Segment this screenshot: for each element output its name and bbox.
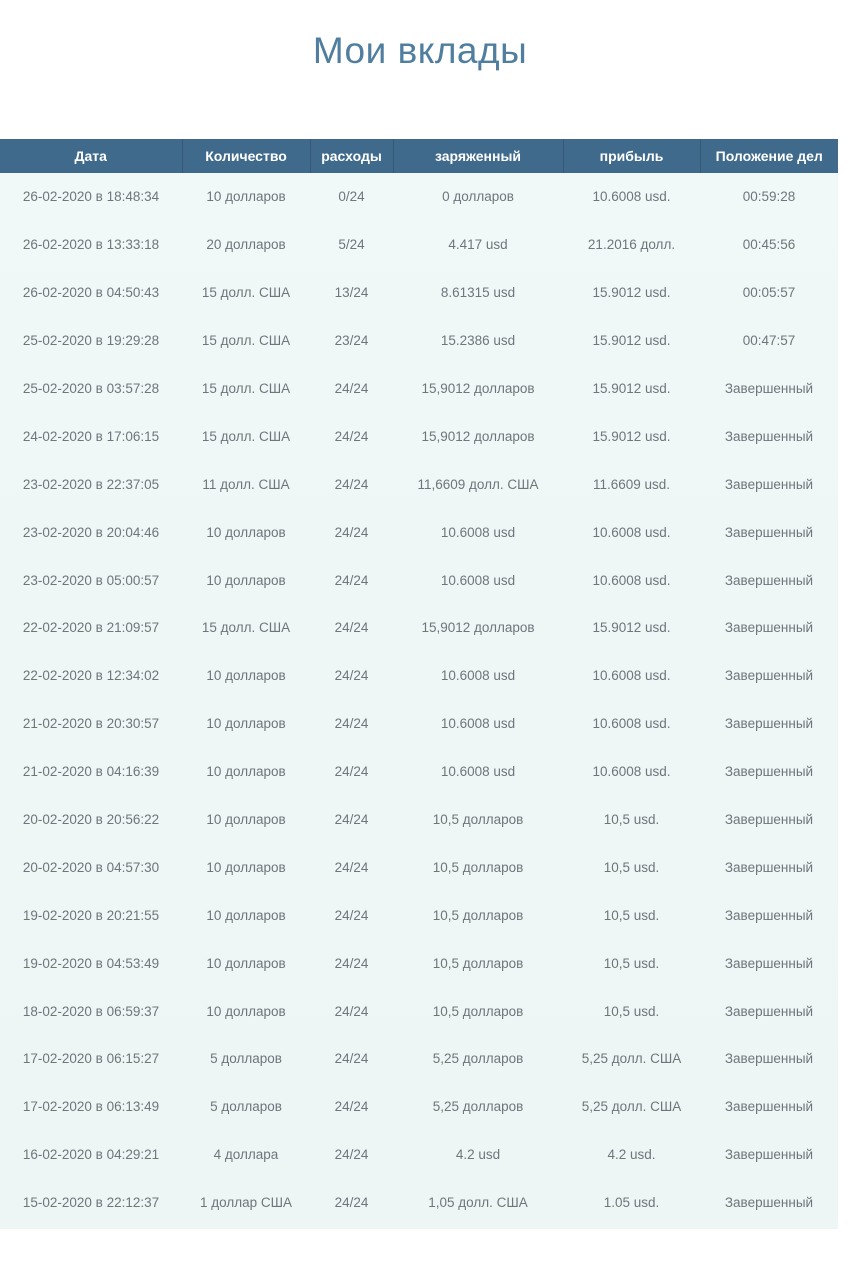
cell-charged: 10.6008 usd <box>440 572 516 588</box>
table-row <box>0 1035 838 1083</box>
cell-charged: 0 долларов <box>442 189 514 205</box>
cell-expenses: 24/24 <box>334 1051 369 1067</box>
table-row <box>0 652 838 700</box>
cell-expenses: 24/24 <box>334 428 369 444</box>
cell-charged: 10,5 долларов <box>432 812 524 828</box>
cell-profit: 15.9012 usd. <box>592 333 671 349</box>
cell-amount: 10 долларов <box>206 524 286 540</box>
table-row <box>0 317 838 365</box>
cell-expenses: 24/24 <box>334 524 369 540</box>
table-row <box>0 221 838 269</box>
cell-amount: 10 долларов <box>206 764 286 780</box>
cell-charged: 15,9012 долларов <box>421 620 535 636</box>
cell-profit: 10.6008 usd. <box>592 716 671 732</box>
cell-expenses: 23/24 <box>334 333 369 349</box>
cell-charged: 10.6008 usd <box>440 668 516 684</box>
cell-amount: 15 долл. США <box>201 285 291 301</box>
column-header-charged: заряженный <box>393 139 563 173</box>
cell-date: 23-02-2020 в 05:00:57 <box>22 572 160 588</box>
cell-date: 22-02-2020 в 21:09:57 <box>22 620 160 636</box>
cell-expenses: 24/24 <box>334 620 369 636</box>
cell-status: Завершенный <box>724 859 814 875</box>
cell-profit: 10,5 usd. <box>603 1003 660 1019</box>
cell-amount: 5 долларов <box>210 1099 282 1115</box>
cell-status: Завершенный <box>724 381 814 396</box>
cell-profit: 10.6008 usd. <box>592 189 671 205</box>
cell-amount: 10 долларов <box>206 955 286 971</box>
cell-status: Завершенный <box>724 716 814 732</box>
table-row <box>0 891 838 939</box>
table-row <box>0 987 838 1035</box>
cell-charged: 15,9012 долларов <box>421 428 535 444</box>
cell-charged: 10,5 долларов <box>432 955 524 971</box>
cell-status: Завершенный <box>724 476 814 492</box>
cell-profit: 10.6008 usd. <box>592 572 671 588</box>
cell-date: 26-02-2020 в 13:33:18 <box>22 237 160 253</box>
cell-expenses: 24/24 <box>334 668 369 684</box>
cell-profit: 10.6008 usd. <box>592 668 671 684</box>
cell-amount: 4 доллара <box>213 1147 279 1163</box>
cell-status: Завершенный <box>724 1099 814 1115</box>
table-row <box>0 1083 838 1131</box>
cell-date: 25-02-2020 в 19:29:28 <box>22 333 160 349</box>
table-row <box>0 939 838 987</box>
cell-status: Завершенный <box>724 524 814 540</box>
cell-profit: 4.2 usd. <box>607 1147 656 1163</box>
cell-status: Завершенный <box>724 1147 814 1163</box>
cell-date: 16-02-2020 в 04:29:21 <box>22 1147 160 1163</box>
cell-charged: 10,5 долларов <box>432 907 524 923</box>
cell-date: 23-02-2020 в 22:37:05 <box>22 476 160 492</box>
cell-charged: 10,5 долларов <box>432 859 524 875</box>
cell-status: Завершенный <box>724 1003 814 1019</box>
cell-amount: 5 долларов <box>210 1051 282 1067</box>
cell-expenses: 24/24 <box>334 764 369 780</box>
table-row <box>0 700 838 748</box>
column-header-amount: Количество <box>182 139 310 173</box>
cell-charged: 5,25 долларов <box>432 1051 524 1067</box>
cell-date: 21-02-2020 в 20:30:57 <box>22 716 160 732</box>
cell-profit: 10,5 usd. <box>603 812 660 828</box>
table-row <box>0 843 838 891</box>
cell-charged: 15.2386 usd <box>440 333 516 349</box>
cell-date: 23-02-2020 в 20:04:46 <box>22 524 160 540</box>
table-row <box>0 365 838 413</box>
cell-status: Завершенный <box>724 812 814 828</box>
cell-date: 19-02-2020 в 20:21:55 <box>22 907 160 923</box>
cell-amount: 15 долл. США <box>201 428 291 444</box>
cell-profit: 15.9012 usd. <box>592 285 671 301</box>
cell-charged: 4.417 usd <box>448 237 508 253</box>
cell-amount: 20 долларов <box>206 237 286 253</box>
cell-profit: 10.6008 usd. <box>592 524 671 540</box>
cell-status: Завершенный <box>724 1195 814 1211</box>
cell-amount: 11 долл. США <box>202 476 290 492</box>
cell-profit: 1.05 usd. <box>603 1195 660 1211</box>
table-row <box>0 412 838 460</box>
column-header-expenses: расходы <box>310 139 393 173</box>
cell-expenses: 24/24 <box>334 1195 369 1211</box>
cell-status: Завершенный <box>724 907 814 923</box>
cell-date: 17-02-2020 в 06:13:49 <box>22 1099 160 1115</box>
cell-expenses: 24/24 <box>334 1003 369 1019</box>
cell-status: Завершенный <box>724 620 814 636</box>
cell-date: 19-02-2020 в 04:53:49 <box>22 955 160 971</box>
cell-status: Завершенный <box>724 1051 814 1067</box>
table-row <box>0 1131 838 1179</box>
cell-expenses: 0/24 <box>338 189 365 205</box>
cell-charged: 10.6008 usd <box>440 716 516 732</box>
cell-expenses: 13/24 <box>334 285 369 301</box>
cell-charged: 10.6008 usd <box>440 764 516 780</box>
cell-status: Завершенный <box>724 428 814 444</box>
table-header <box>0 139 838 173</box>
cell-expenses: 24/24 <box>334 859 369 875</box>
cell-profit: 15.9012 usd. <box>592 381 671 396</box>
cell-expenses: 24/24 <box>334 572 369 588</box>
table-header-row <box>0 139 838 173</box>
deposits-table <box>0 139 838 1227</box>
cell-date: 17-02-2020 в 06:15:27 <box>22 1051 160 1067</box>
cell-amount: 10 долларов <box>206 812 286 828</box>
cell-charged: 8.61315 usd <box>440 285 516 301</box>
cell-amount: 15 долл. США <box>201 333 291 349</box>
cell-status: 00:59:28 <box>742 189 796 205</box>
cell-amount: 10 долларов <box>206 1003 286 1019</box>
cell-amount: 10 долларов <box>206 907 286 923</box>
table-row <box>0 173 838 221</box>
cell-amount: 10 долларов <box>206 572 286 588</box>
cell-status: Завершенный <box>724 572 814 588</box>
cell-status: Завершенный <box>724 764 814 780</box>
column-header-date: Дата <box>0 139 182 173</box>
table-row <box>0 604 838 652</box>
page-title: Мои вклады <box>312 30 528 71</box>
cell-expenses: 24/24 <box>334 955 369 971</box>
cell-expenses: 5/24 <box>338 237 365 253</box>
cell-profit: 10,5 usd. <box>603 955 660 971</box>
cell-expenses: 24/24 <box>334 476 369 492</box>
cell-charged: 4.2 usd <box>455 1147 501 1163</box>
column-header-profit: прибыль <box>563 139 700 173</box>
table-row <box>0 796 838 844</box>
cell-profit: 10,5 usd. <box>603 859 660 875</box>
cell-profit: 11.6609 usd. <box>592 476 671 492</box>
cell-charged: 5,25 долларов <box>432 1099 524 1115</box>
cell-expenses: 24/24 <box>334 812 369 828</box>
cell-profit: 10,5 usd. <box>603 907 660 923</box>
table-row <box>0 748 838 796</box>
cell-charged: 10.6008 usd <box>440 524 516 540</box>
cell-expenses: 24/24 <box>334 907 369 923</box>
cell-amount: 10 долларов <box>206 668 286 684</box>
column-header-status: Положение дел <box>715 148 823 164</box>
cell-profit: 21.2016 долл. <box>587 237 676 253</box>
cell-date: 21-02-2020 в 04:16:39 <box>22 764 160 780</box>
cell-profit: 10.6008 usd. <box>592 764 671 780</box>
cell-profit: 15.9012 usd. <box>592 620 671 636</box>
cell-profit: 15.9012 usd. <box>592 428 671 444</box>
cell-date: 20-02-2020 в 20:56:22 <box>22 812 160 828</box>
cell-date: 24-02-2020 в 17:06:15 <box>22 428 160 444</box>
cell-date: 26-02-2020 в 18:48:34 <box>22 189 160 205</box>
cell-status: 00:05:57 <box>742 285 796 301</box>
table-row <box>0 508 838 556</box>
cell-status: Завершенный <box>724 668 814 684</box>
cell-expenses: 24/24 <box>334 381 369 396</box>
cell-date: 26-02-2020 в 04:50:43 <box>22 285 160 301</box>
cell-amount: 15 долл. США <box>201 620 291 636</box>
table-row <box>0 1179 838 1227</box>
cell-charged: 1,05 долл. США <box>428 1195 528 1211</box>
deposits-table-container <box>0 139 838 1229</box>
cell-profit: 5,25 долл. США <box>581 1099 682 1115</box>
cell-date: 25-02-2020 в 03:57:28 <box>22 381 160 396</box>
cell-charged: 10,5 долларов <box>432 1003 524 1019</box>
table-row <box>0 269 838 317</box>
cell-date: 20-02-2020 в 04:57:30 <box>22 859 160 875</box>
cell-charged: 11,6609 долл. США <box>417 476 539 492</box>
table-body <box>0 173 838 1227</box>
cell-amount: 10 долларов <box>206 716 286 732</box>
cell-expenses: 24/24 <box>334 716 369 732</box>
cell-date: 15-02-2020 в 22:12:37 <box>22 1195 160 1211</box>
cell-date: 18-02-2020 в 06:59:37 <box>22 1003 160 1019</box>
cell-amount: 1 доллар США <box>200 1195 292 1211</box>
cell-profit: 5,25 долл. США <box>581 1051 682 1067</box>
cell-expenses: 24/24 <box>334 1147 369 1163</box>
cell-amount: 10 долларов <box>206 189 286 205</box>
cell-status: Завершенный <box>724 955 814 971</box>
table-row <box>0 556 838 604</box>
table-row <box>0 460 838 508</box>
cell-expenses: 24/24 <box>334 1099 369 1115</box>
cell-charged: 15,9012 долларов <box>421 381 535 396</box>
cell-amount: 15 долл. США <box>201 381 291 396</box>
cell-status: 00:45:56 <box>742 237 796 253</box>
cell-date: 22-02-2020 в 12:34:02 <box>22 668 160 684</box>
cell-amount: 10 долларов <box>206 859 286 875</box>
cell-status: 00:47:57 <box>742 333 796 349</box>
